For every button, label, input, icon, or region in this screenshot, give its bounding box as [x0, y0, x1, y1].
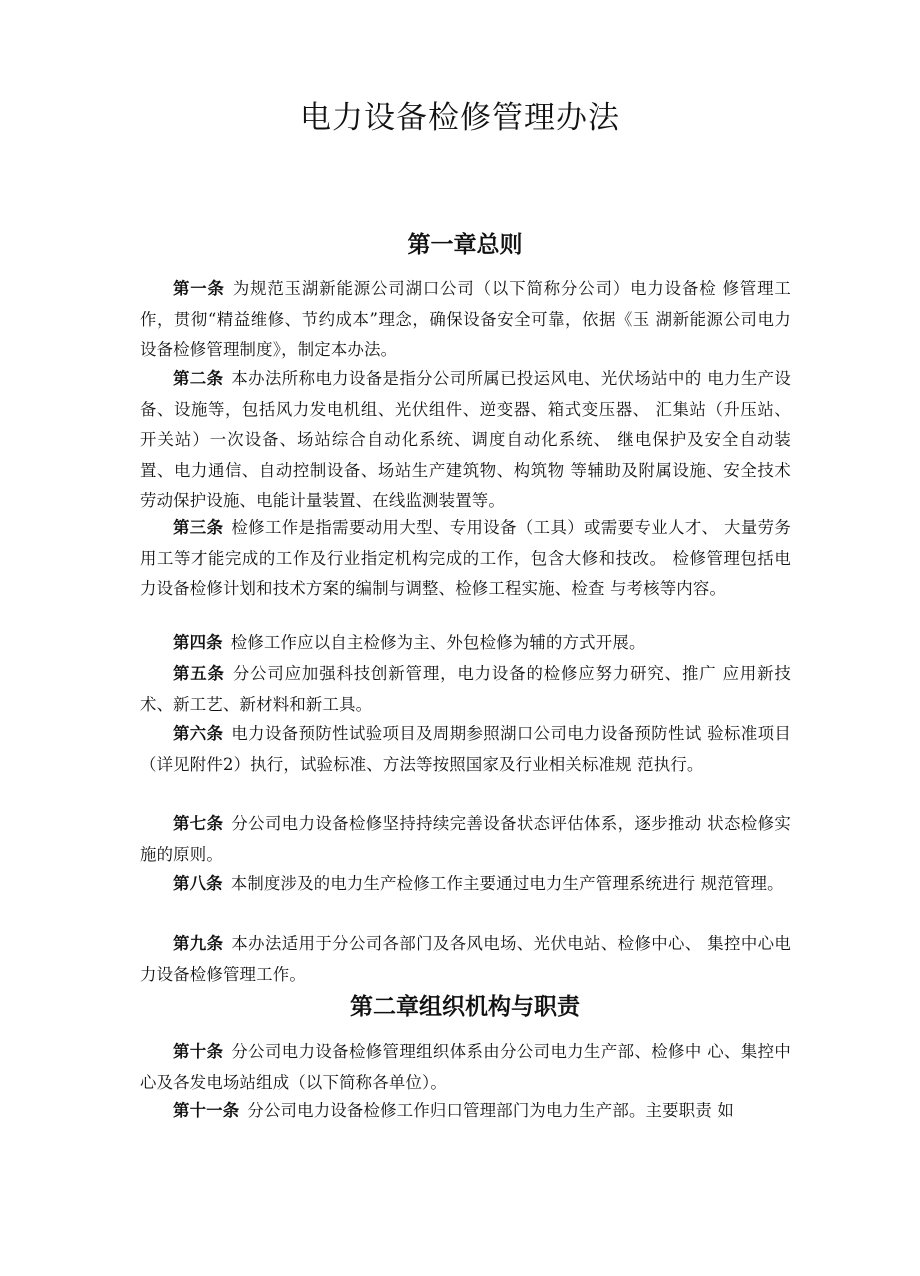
article-10	[140, 1037, 791, 1098]
document-title: 电力设备检修管理办法	[300, 100, 620, 136]
article-label: 第十一条	[173, 1101, 240, 1120]
article-4	[140, 628, 791, 659]
article-7	[140, 809, 791, 870]
article-label: 第五条	[173, 664, 225, 683]
article-text: 本办法适用于分公司各部门及各风电场、光伏电站、检修中心、 集控中心电力设备检修管理工作。	[140, 934, 791, 984]
article-text: 检修工作应以自主检修为主、外包检修为辅的方式开展。	[230, 633, 646, 652]
article-3	[140, 513, 791, 605]
article-text: 分公司应加强科技创新管理，电力设备的检修应努力研究、推广 应用新技术、新工艺、新材料和新工具。	[140, 664, 791, 714]
article-text: 电力设备预防性试验项目及周期参照湖口公司电力设备预防性试 验标准项目（详见附件2）执行，试验标准、方法等按照国家及行业相关标准规 范执行。	[140, 724, 791, 774]
article-1	[140, 274, 791, 366]
article-label: 第一条	[173, 279, 225, 298]
article-2	[140, 364, 791, 517]
article-label: 第二条	[173, 369, 224, 388]
article-9	[140, 929, 791, 990]
article-text: 分公司电力设备检修管理组织体系由分公司电力生产部、检修中 心、集控中心及各发电场站组成（以下简称各单位）。	[140, 1042, 791, 1092]
article-label: 第三条	[173, 518, 224, 537]
article-text: 分公司电力设备检修工作归口管理部门为电力生产部。主要职责 如	[247, 1101, 734, 1120]
article-6	[140, 719, 791, 780]
chapter-title: 第二章组织机构与职责	[350, 994, 580, 1020]
article-text: 本办法所称电力设备是指分公司所属已投运风电、光伏场站中的 电力生产设备、设施等，包括风力发电机组、光伏组件、逆变器、箱式变压器、 汇集站（升压站、开关站）一次设备、场站综合自动化系统、调度自动化系统、 继电保护及安全自动装置、电力通信、自动控制设备、场站生产建筑物、构筑物 等辅助及附属设施、安全技术劳动保护设施、电能计量装置、在线监测装置等。	[140, 369, 791, 510]
article-label: 第六条	[173, 724, 224, 743]
article-8	[140, 869, 791, 900]
article-label: 第十条	[173, 1042, 224, 1061]
article-11	[140, 1096, 791, 1127]
article-text: 为规范玉湖新能源公司湖口公司（以下简称分公司）电力设备检 修管理工作，贯彻“精益维修、节约成本”理念，确保设备安全可靠，依据《玉 湖新能源公司电力设备检修管理制度》，制定本办法。	[140, 279, 791, 359]
article-label: 第四条	[173, 633, 223, 652]
article-text: 本制度涉及的电力生产检修工作主要通过电力生产管理系统进行 规范管理。	[230, 874, 784, 893]
article-label: 第八条	[173, 874, 223, 893]
article-5	[140, 659, 791, 720]
article-text: 分公司电力设备检修坚持持续完善设备状态评估体系，逐步推动 状态检修实施的原则。	[140, 814, 791, 864]
article-label: 第七条	[173, 814, 224, 833]
chapter-title: 第一章总则	[407, 232, 523, 258]
article-text: 检修工作是指需要动用大型、专用设备（工具）或需要专业人才、 大量劳务用工等才能完成的工作及行业指定机构完成的工作，包含大修和技改。 检修管理包括电力设备检修计划和技术方案的编制与调整、检修工程实施、检查 与考核等内容。	[140, 518, 791, 598]
article-label: 第九条	[173, 934, 224, 953]
